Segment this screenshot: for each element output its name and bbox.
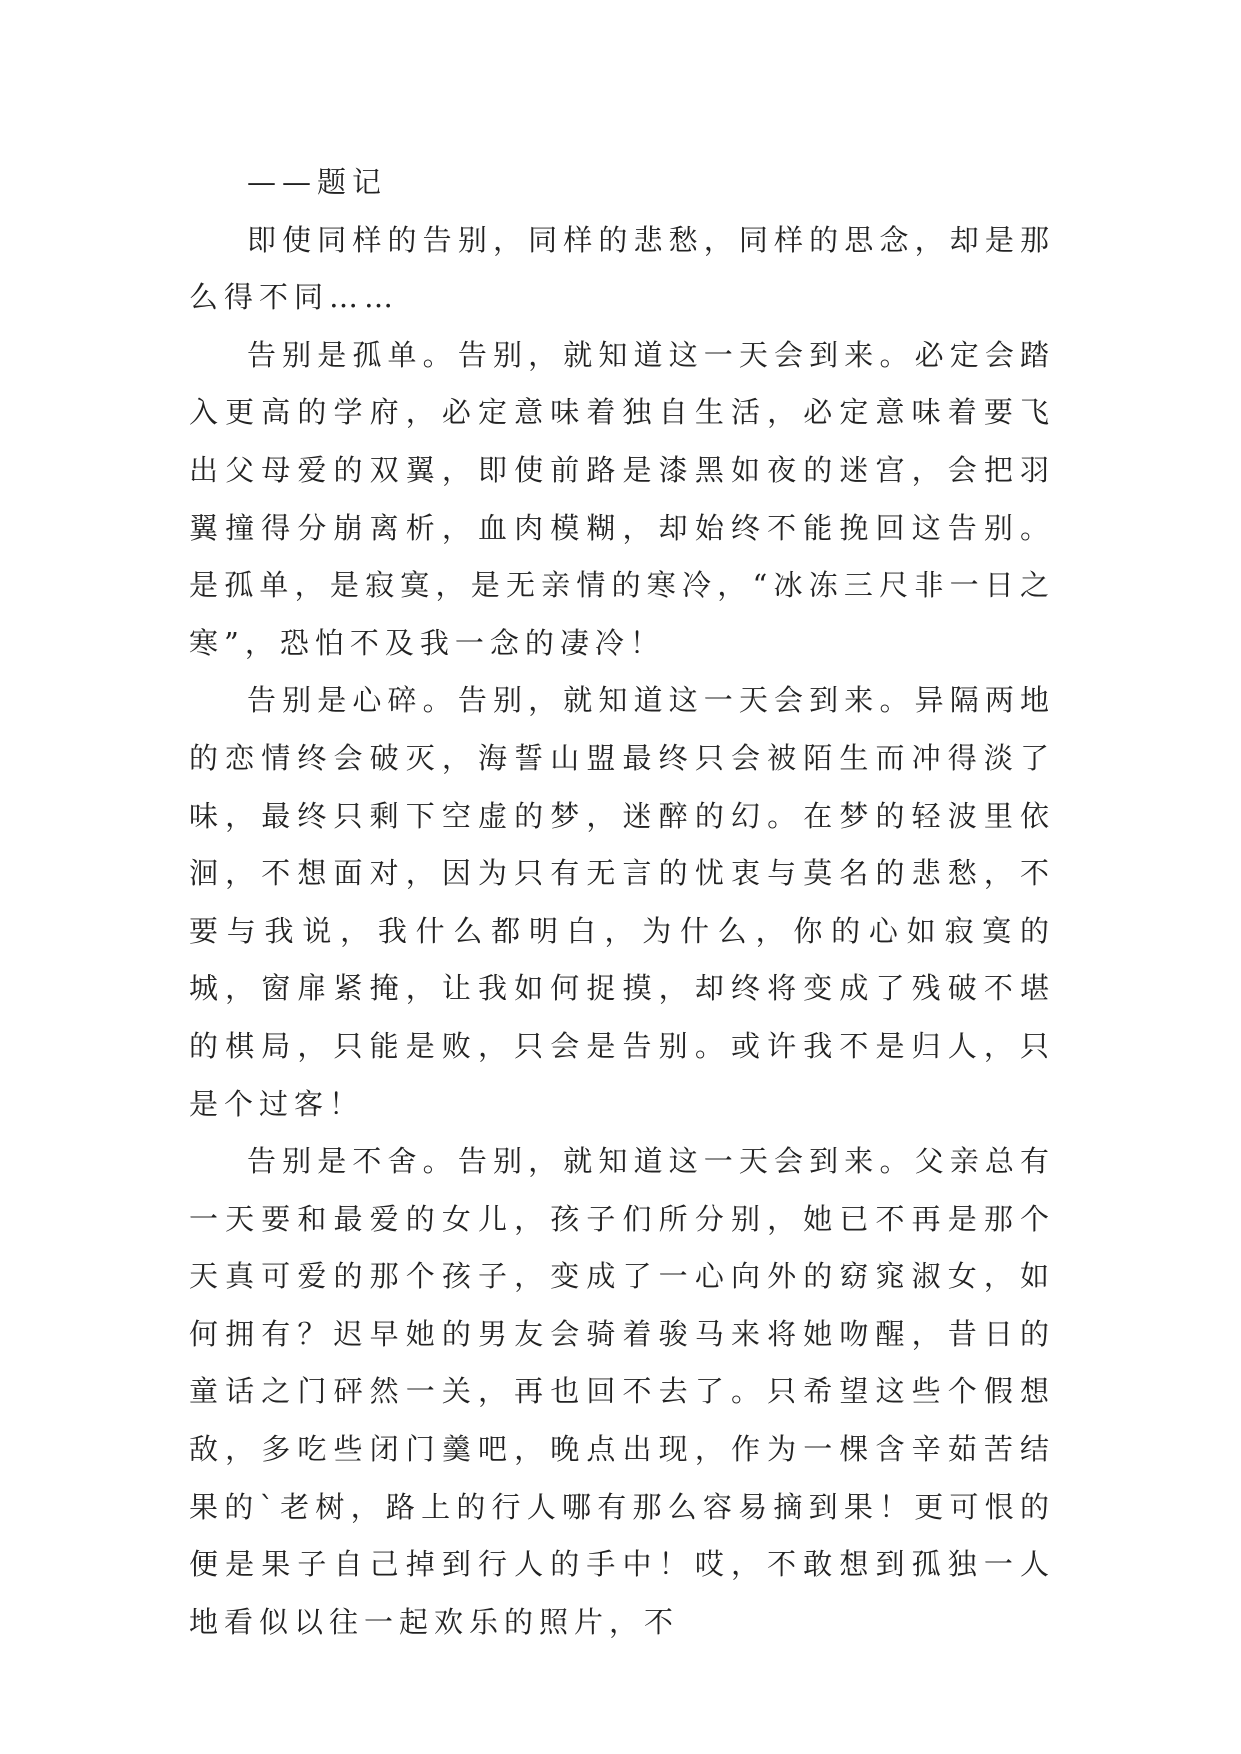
paragraph-intro: 即使同样的告别，同样的悲愁，同样的思念，却是那么得不同…… bbox=[189, 222, 1055, 315]
paragraph-epigraph: ——题记 bbox=[247, 165, 388, 199]
paragraph-heartbreak: 告别是心碎。告别，就知道这一天会到来。异隔两地的恋情终会破灭，海誓山盟最终只会被陌生而冲得淡了味，最终只剩下空虚的梦，迷醉的幻。在梦的轻波里依洄，不想面对，因为只有无言的忧衷与莫名的悲愁，不要与我说，我什么都明白，为什么，你的心如寂寞的城，窗扉紧掩，让我如何捉摸，却终将变成了残破不堪的棋局，只能是败，只会是告别。或许我不是归人，只是个过客！ bbox=[189, 683, 1055, 1121]
document-body bbox=[189, 154, 1055, 1651]
paragraph-loneliness: 告别是孤单。告别，就知道这一天会到来。必定会踏入更高的学府，必定意味着独自生活，必定意味着要飞出父母爱的双翼，即使前路是漆黑如夜的迷宫，会把羽翼撞得分崩离析，血肉模糊，却始终不能挽回这告别。是孤单，是寂寞，是无亲情的寒冷，“冰冻三尺非一日之寒”，恐怕不及我一念的凄冷！ bbox=[189, 337, 1055, 660]
paragraph-reluctance: 告别是不舍。告别，就知道这一天会到来。父亲总有一天要和最爱的女儿，孩子们所分别，她已不再是那个天真可爱的那个孩子，变成了一心向外的窈窕淑女，如何拥有？迟早她的男友会骑着骏马来将她吻醒，昔日的童话之门砰然一关，再也回不去了。只希望这些个假想敌，多吃些闭门羹吧，晚点出现，作为一棵含辛茹苦结果的`老树，路上的行人哪有那么容易摘到果！更可恨的便是果子自己掉到行人的手中！哎，不敢想到孤独一人地看似以往一起欢乐的照片，不 bbox=[189, 1144, 1055, 1639]
